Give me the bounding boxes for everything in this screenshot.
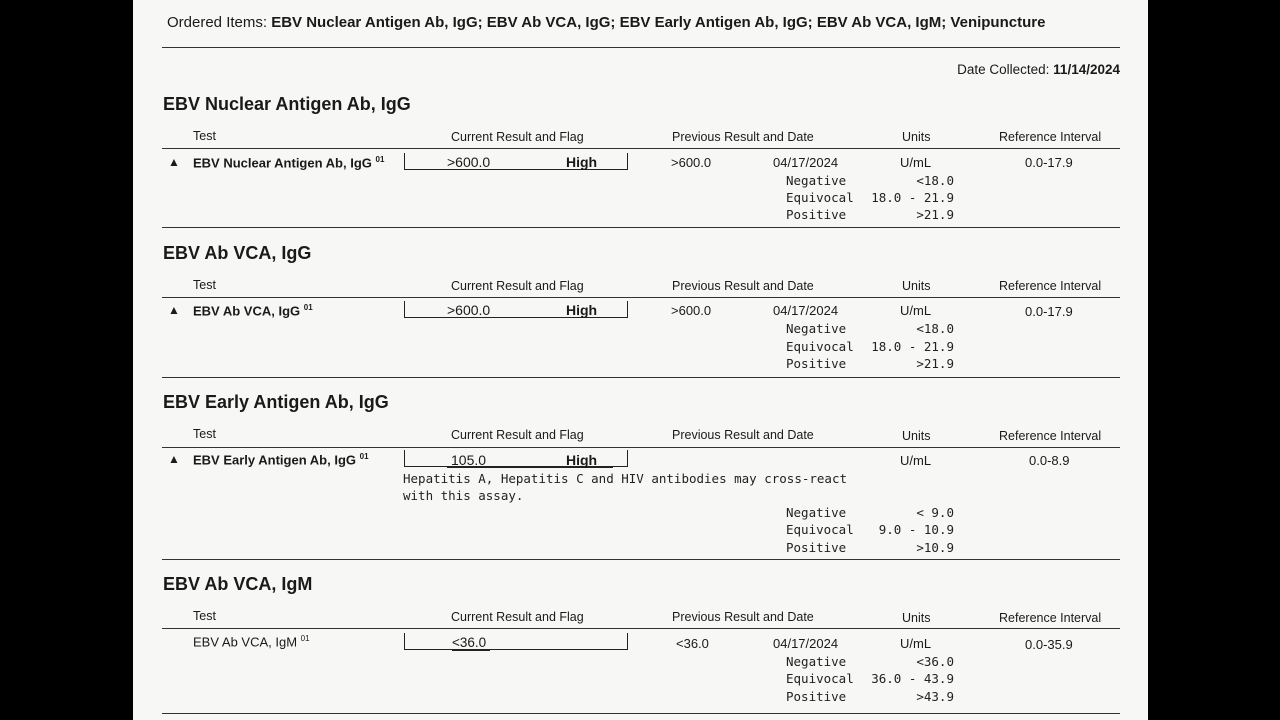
- range-value: <18.0: [916, 321, 954, 336]
- divider: [162, 47, 1120, 48]
- units: U/mL: [900, 453, 932, 468]
- result-flag: High: [566, 154, 598, 170]
- col-test: Test: [193, 278, 216, 292]
- range-label: Positive: [786, 356, 847, 371]
- range-label: Equivocal: [786, 190, 854, 205]
- section-rule: [162, 377, 1120, 378]
- header-rule: [162, 297, 1120, 298]
- current-result: >600.0: [447, 302, 491, 318]
- range-label: Negative: [786, 505, 847, 520]
- range-label: Positive: [786, 540, 847, 555]
- range-value: 9.0 - 10.9: [878, 522, 954, 537]
- col-units: Units: [902, 429, 931, 443]
- high-flag-icon: ▲: [168, 452, 180, 466]
- high-flag-icon: ▲: [168, 155, 180, 169]
- col-reference: Reference Interval: [999, 611, 1102, 625]
- col-previous: Previous Result and Date: [672, 279, 814, 293]
- col-units: Units: [902, 611, 931, 625]
- section-rule: [162, 227, 1120, 228]
- test-name: EBV Ab VCA, IgG $^{01}$: [193, 303, 313, 319]
- previous-date: 04/17/2024: [773, 303, 839, 318]
- previous-date: 04/17/2024: [773, 636, 839, 651]
- col-previous: Previous Result and Date: [672, 130, 814, 144]
- units: U/mL: [900, 155, 932, 170]
- assay-note: Hepatitis A, Hepatitis C and HIV antibodies may cross-react: [403, 471, 848, 486]
- test-name: EBV Ab VCA, IgM $^{01}$: [193, 634, 310, 650]
- col-previous: Previous Result and Date: [672, 610, 814, 624]
- assay-note: with this assay.: [403, 488, 524, 503]
- range-label: Negative: [786, 321, 847, 336]
- section-title: EBV Ab VCA, IgG: [163, 243, 312, 263]
- current-result: <36.0: [452, 635, 487, 650]
- range-value: >10.9: [916, 540, 954, 555]
- header-rule: [162, 447, 1120, 448]
- section-rule: [162, 559, 1120, 560]
- previous-result: >600.0: [671, 303, 712, 318]
- section-title: EBV Nuclear Antigen Ab, IgG: [163, 94, 411, 114]
- reference-interval: 0.0-17.9: [1025, 155, 1073, 170]
- col-test: Test: [193, 129, 216, 143]
- range-label: Positive: [786, 689, 847, 704]
- units: U/mL: [900, 636, 932, 651]
- units: U/mL: [900, 303, 932, 318]
- col-current: Current Result and Flag: [451, 130, 584, 144]
- date-collected-label: Date Collected:: [957, 62, 1050, 77]
- result-box: [404, 633, 628, 650]
- section-title: EBV Ab VCA, IgM: [163, 574, 313, 594]
- col-reference: Reference Interval: [999, 279, 1102, 293]
- date-collected-value: 11/14/2024: [1053, 62, 1120, 77]
- high-flag-icon: ▲: [168, 303, 180, 317]
- range-value: 18.0 - 21.9: [871, 190, 954, 205]
- result-flag: High: [566, 452, 598, 468]
- lab-report-page: [133, 0, 1148, 720]
- range-label: Positive: [786, 207, 847, 222]
- range-label: Equivocal: [786, 522, 854, 537]
- reference-interval: 0.0-35.9: [1025, 637, 1073, 652]
- section-rule: [162, 713, 1120, 714]
- range-label: Negative: [786, 654, 847, 669]
- header-rule: [162, 628, 1120, 629]
- range-value: <36.0: [916, 654, 954, 669]
- ordered-label: Ordered Items:: [167, 14, 268, 31]
- section-title: EBV Early Antigen Ab, IgG: [163, 392, 389, 412]
- range-label: Equivocal: [786, 339, 854, 354]
- range-label: Equivocal: [786, 671, 854, 686]
- previous-result: <36.0: [676, 636, 709, 651]
- ordered-items: [167, 14, 1045, 31]
- range-value: 18.0 - 21.9: [871, 339, 954, 354]
- ordered-items-list: EBV Nuclear Antigen Ab, IgG; EBV Ab VCA, IgG; EBV Early Antigen Ab, IgG; EBV Ab VCA, IgM; Venipuncture: [271, 14, 1046, 31]
- col-test: Test: [193, 427, 216, 441]
- col-reference: Reference Interval: [999, 429, 1102, 443]
- range-label: Negative: [786, 173, 847, 188]
- range-value: 36.0 - 43.9: [871, 671, 954, 686]
- test-name: EBV Early Antigen Ab, IgG $^{01}$: [193, 452, 369, 468]
- col-current: Current Result and Flag: [451, 428, 584, 442]
- col-units: Units: [902, 130, 931, 144]
- result-flag: High: [566, 302, 598, 318]
- col-current: Current Result and Flag: [451, 279, 584, 293]
- range-value: < 9.0: [916, 505, 954, 520]
- result-underline: [452, 650, 490, 651]
- col-test: Test: [193, 609, 216, 623]
- test-name: EBV Nuclear Antigen Ab, IgG $^{01}$: [193, 155, 385, 171]
- col-units: Units: [902, 279, 931, 293]
- date-collected: [957, 62, 1120, 77]
- previous-date: 04/17/2024: [773, 155, 839, 170]
- col-previous: Previous Result and Date: [672, 428, 814, 442]
- header-rule: [162, 148, 1120, 149]
- range-value: >21.9: [916, 207, 954, 222]
- range-value: >43.9: [916, 689, 954, 704]
- reference-interval: 0.0-17.9: [1025, 304, 1073, 319]
- current-result: 105.0: [451, 452, 487, 468]
- range-value: <18.0: [916, 173, 954, 188]
- reference-interval: 0.0-8.9: [1029, 453, 1070, 468]
- range-value: >21.9: [916, 356, 954, 371]
- col-current: Current Result and Flag: [451, 610, 584, 624]
- previous-result: >600.0: [671, 155, 712, 170]
- current-result: >600.0: [447, 154, 491, 170]
- col-reference: Reference Interval: [999, 130, 1102, 144]
